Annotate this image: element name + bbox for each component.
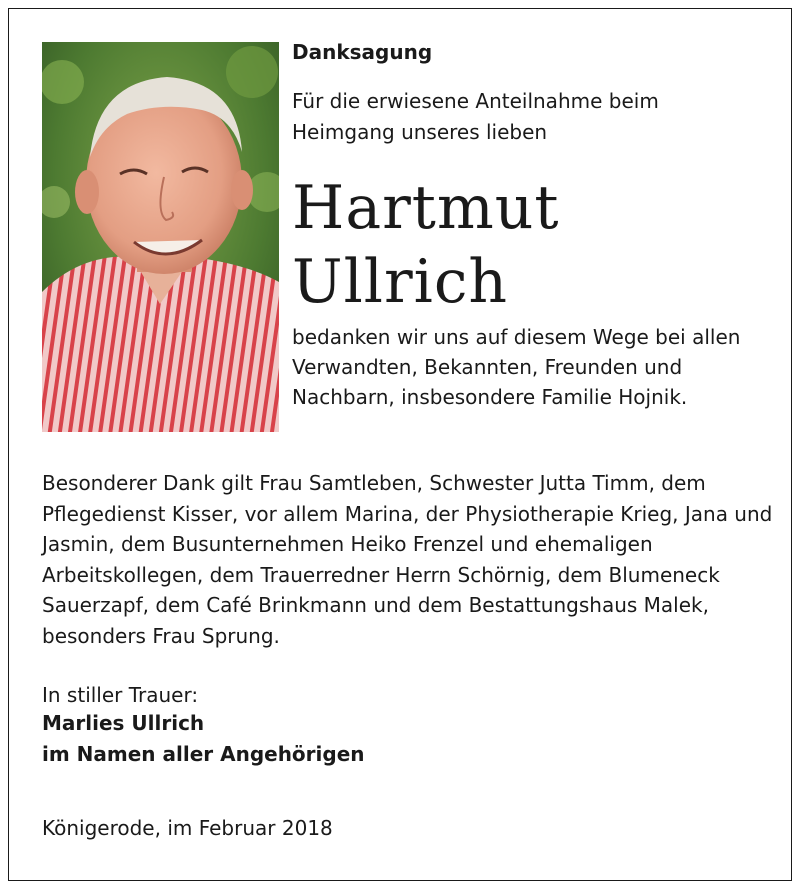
portrait-illustration [42,42,279,432]
deceased-last-name: Ullrich [292,247,509,317]
signatory-name: Marlies Ullrich [42,711,205,735]
deceased-first-name: Hartmut [292,173,560,243]
signatory-note: im Namen aller Angehörigen [42,742,365,766]
portrait-photo [42,42,279,432]
special-thanks-text: Besonderer Dank gilt Frau Samtleben, Schwester Jutta Timm, dem Pflegedienst Kisser, vor allem Marina, der Physiotherapie Krieg, Jana und Jasmin, dem Busunternehmen Heiko Frenzel und ehemaligen Arbeitskollegen, dem Trauerredner Herrn Schörnig, dem Blumeneck Sauerzapf, dem Café Brinkmann und dem Bestattungshaus Malek, besonders Frau Sprung. [42,471,773,648]
grief-line: In stiller Trauer: [42,683,199,707]
place-date: Königerode, im Februar 2018 [42,816,333,840]
notice-heading: Danksagung [292,40,433,64]
thanks-intro-text: bedanken wir uns auf diesem Wege bei allen Verwandten, Bekannten, Freunden und Nachbarn, insbesondere Familie Hojnik. [292,325,741,409]
intro-text: Für die erwiesene Anteilnahme beim Heimgang unseres lieben [292,89,659,144]
